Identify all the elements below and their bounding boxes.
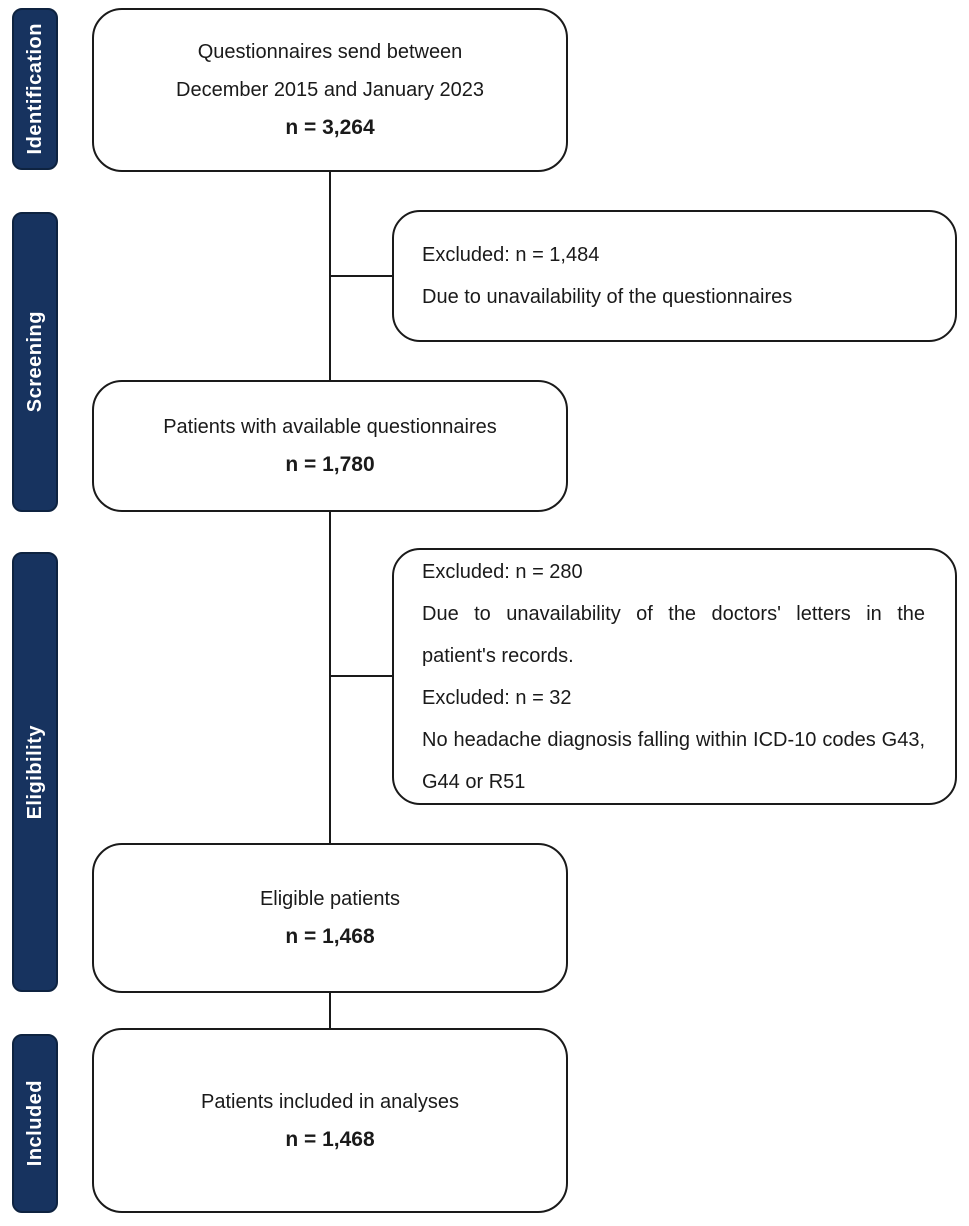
- stage-label-screening: Screening: [23, 311, 46, 413]
- exclusion-reason-line: No headache diagnosis falling within ICD-10 codes G43, G44 or R51: [422, 728, 925, 793]
- flow-box-identified: [92, 8, 568, 172]
- flow-box-available: [92, 380, 568, 512]
- stage-label-identification: Identification: [23, 23, 46, 155]
- flow-box-count: n = 1,468: [285, 1127, 375, 1151]
- flow-box-text-line: Eligible patients: [259, 888, 401, 910]
- flow-box-text-line: Questionnaires send between: [197, 41, 463, 63]
- flow-box-text-line: Patients included in analyses: [201, 1090, 459, 1113]
- connector-to-exclusion-screening: [330, 275, 392, 277]
- stage-bar-screening: [12, 212, 58, 512]
- exclusion-box-eligibility: [392, 548, 957, 805]
- exclusion-count-line: Excluded: n = 280: [422, 560, 583, 583]
- flow-box-text-line: Patients with available questionnaires: [163, 416, 497, 438]
- stage-label-eligibility: Eligibility: [23, 724, 46, 820]
- stage-bar-eligibility: [12, 552, 58, 992]
- flow-box-count: n = 1,780: [285, 453, 375, 476]
- exclusion-reason-line: Due to unavailability of the questionnaires: [422, 286, 793, 308]
- exclusion-count-line: Excluded: n = 1,484: [422, 244, 600, 266]
- flow-box-eligible: [92, 843, 568, 993]
- exclusion-box-screening: [392, 210, 957, 342]
- connector-available-to-eligible: [329, 512, 331, 843]
- connector-to-exclusion-eligibility: [330, 675, 392, 677]
- flow-box-count: n = 3,264: [285, 116, 375, 139]
- flow-box-text-line: December 2015 and January 2023: [176, 79, 484, 101]
- exclusion-count-line: Excluded: n = 32: [422, 686, 572, 709]
- stage-bar-included: [12, 1034, 58, 1213]
- flow-box-included: [92, 1028, 568, 1213]
- exclusion-reason-line: Due to unavailability of the doctors' letters in the patient's records.: [422, 602, 925, 667]
- flow-box-count: n = 1,468: [285, 925, 375, 948]
- stage-label-included: Included: [23, 1080, 46, 1167]
- stage-bar-identification: [12, 8, 58, 170]
- connector-eligible-to-included: [329, 993, 331, 1028]
